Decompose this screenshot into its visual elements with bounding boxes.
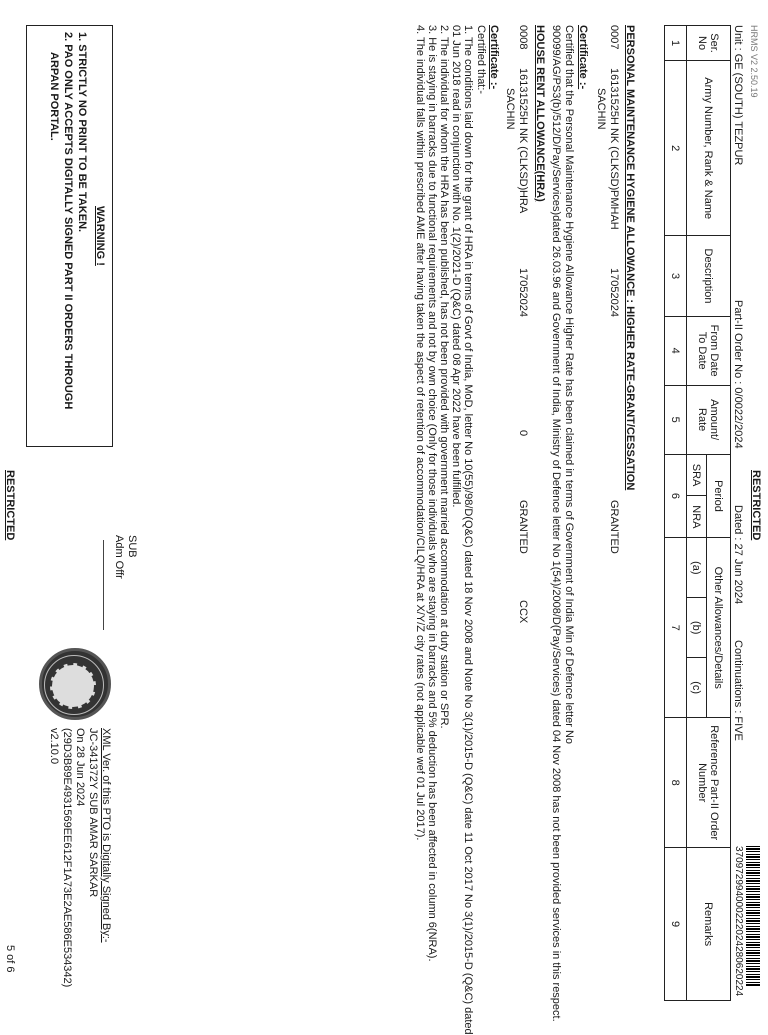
hra-name: SACHIN — [504, 88, 516, 130]
hra-status: GRANTED — [517, 500, 529, 554]
unit-label: Unit : GE (SOUTH) TEZPUR — [732, 25, 744, 166]
order-number: Part-II Order No : 0/0022/2024 — [732, 300, 744, 449]
pmha-name: SACHIN — [595, 88, 607, 130]
col-sra: SRA — [687, 454, 707, 496]
hra-army-number: 16131525H NK (CLKSD) — [517, 68, 529, 191]
col-ser-no: Ser. No — [687, 26, 731, 61]
signatory-rank: SUB — [126, 535, 138, 558]
col-num-2: 2 — [665, 61, 687, 236]
col-num-4: 4 — [665, 316, 687, 385]
warning-line-1: 1. STRICTLY NO PRINT TO BE TAKEN. — [76, 32, 88, 233]
signer-name: JC-341372Y SUB AMAR SARKAR — [87, 728, 99, 898]
signed-date: On 28 Jun 2024 — [74, 728, 86, 807]
col-num-9: 9 — [665, 848, 687, 1001]
pmha-description: PMHAH — [608, 190, 620, 230]
pmha-certificate-label: Certificate :- — [577, 25, 589, 90]
barcode-number: 370972994000222024280620224 — [733, 846, 744, 997]
hra-amount: 0 — [517, 430, 529, 437]
warning-title: WARNING ! — [94, 206, 106, 266]
restricted-header: RESTRICTED — [750, 470, 762, 541]
col-from-date: From Date To Date — [687, 316, 731, 385]
orders-table — [664, 25, 731, 1001]
warning-line-3: ARPAN PORTAL. — [48, 52, 60, 141]
col-num-7: 7 — [665, 538, 687, 718]
continuations-label: Continuations : FIVE — [732, 640, 744, 741]
pmha-status: GRANTED — [608, 500, 620, 554]
col-c: (c) — [687, 658, 707, 718]
col-period: Period — [707, 454, 731, 538]
version-label: HRMS V2 2.50.19 — [749, 25, 759, 98]
warning-line-2: 2. PAO ONLY ACCEPTS DIGITALLY SIGNED PART II ORDERS THROUGH — [62, 32, 74, 410]
col-remarks: Remarks — [687, 848, 731, 1001]
pmha-army-number: 16131525H NK (CLKSD) — [608, 68, 620, 191]
col-nra: NRA — [687, 496, 707, 538]
hra-other-detail: CCX — [517, 600, 529, 624]
col-num-1: 1 — [665, 26, 687, 61]
hra-condition-1: 1. The conditions laid down for the grant of HRA in terms of Govt of India, MoD, letter No 10(55)/98/D(Q&C) dated 18 Nov 2008 and Note No 3(1)/2015-D (Q&C) date 11 Oct 2017 No 3(1)/2015-D (Q&C) dated — [462, 25, 474, 1035]
col-num-6: 6 — [665, 454, 687, 538]
pmha-serial: 0007 — [608, 25, 620, 50]
hra-description: HRA — [517, 190, 529, 214]
pmha-date: 17052024 — [608, 268, 620, 317]
section-title-hra: HOUSE RENT ALLOWANCE(HRA) — [534, 25, 546, 202]
col-num-8: 8 — [665, 718, 687, 848]
barcode-image — [746, 846, 760, 986]
section-title-pmha: PERSONAL MAINTENANCE HYGIENE ALLOWANCE : HIGHER RATE-GRANT/CESSATION — [624, 25, 636, 491]
hra-condition-3: 3. He is staying in barracks due to functional requirements and not by own choice (Only for those individuals who are staying in barracks and 5% deduction has been affected in column 6(NRA). — [426, 25, 438, 962]
hra-serial: 0008 — [517, 25, 529, 50]
col-description: Description — [687, 236, 731, 316]
hra-date: 17052024 — [517, 268, 529, 317]
col-b: (b) — [687, 598, 707, 658]
digital-signature-seal — [39, 648, 111, 720]
col-num-3: 3 — [665, 236, 687, 316]
hra-certificate-label: Certificate :- — [488, 25, 500, 90]
page-number: 5 of 6 — [4, 945, 16, 973]
digital-signature-title: XML Ver. of this PTO is Digitally Signed By:- — [100, 728, 112, 943]
col-amount: Amount/ Rate — [687, 385, 731, 454]
col-num-5: 5 — [665, 385, 687, 454]
software-version: v2.10.0 — [48, 728, 60, 765]
col-other-allowances: Other Allowances/Details — [707, 538, 731, 718]
signatory-appointment: Adm Offr — [113, 535, 125, 579]
hra-certified-that: Certified that:- — [475, 25, 487, 95]
pmha-certificate-line2: 90099/AG/PS3(b)/512/D/Pay/Services)dated 26.03.96 and Government of India, Ministry of Defence letter No 1(54)/2008/D(Pay/Services) dated 04 Nov 2008 has not been provided services in this respect. — [550, 25, 562, 1022]
seal-center — [50, 663, 96, 709]
col-a: (a) — [687, 538, 707, 598]
hra-condition-1b: 01 Jun 2018 read in conjunction with No. 1(2)/2021-D (Q&C) dated 08 Apr 2022 have been fulfilled. — [450, 25, 462, 508]
restricted-footer: RESTRICTED — [4, 470, 16, 541]
col-army-number: Army Number, Rank & Name — [687, 61, 731, 236]
warning-box — [26, 25, 113, 447]
hra-condition-4: 4. The individual falls within prescribed AME after having taken the aspect of retention of accommodation/CILQ/HRA at X/Y/Z city rates (not applicable wef 01 Jul 2017). — [414, 25, 426, 841]
signature-hash: (29D3B89E4931569EE612F1A73E2AE586E534342) — [61, 728, 73, 988]
signature-line — [103, 540, 104, 630]
column-number-row — [665, 26, 687, 1001]
hra-condition-2: 2. The individual for whom the HRA has been published, has not been provided with government married accommodation at duty station or SPR. — [438, 25, 450, 729]
col-reference: Reference Part-II Order Number — [687, 718, 731, 848]
pmha-certificate-line1: Certified that the Personal Maintenance Hygiene Allowance Higher Rate has been claimed in terms of Government of India Min of Defence letter No — [563, 25, 575, 745]
order-date: Dated : 27 Jun 2024 — [732, 505, 744, 605]
